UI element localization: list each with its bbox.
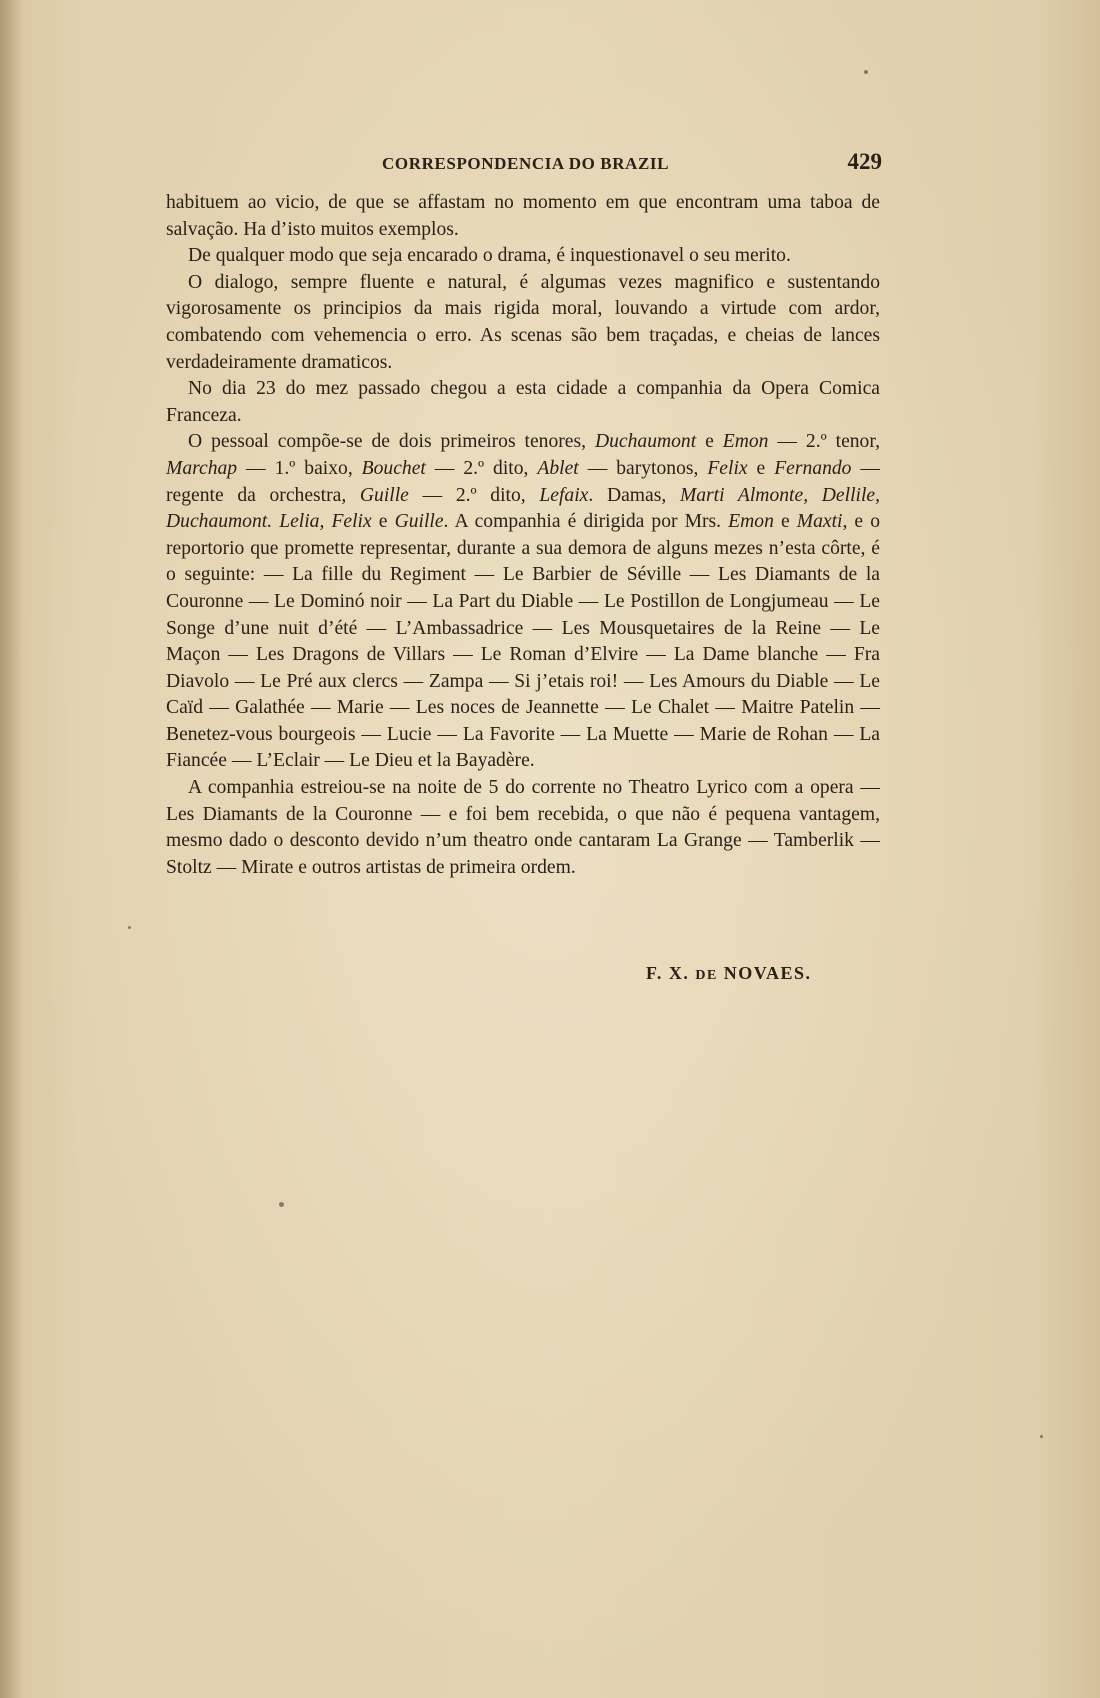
p5-name: Bouchet xyxy=(361,457,426,479)
page-number: 429 xyxy=(847,149,882,174)
p5-text: — 2.º tenor, xyxy=(768,431,880,453)
paragraph-1: habituem ao vicio, de que se affastam no momento em que encontram uma taboa de salvação. Ha d’isto muitos exemplos. xyxy=(166,192,880,240)
paragraph-2: De qualquer modo que seja encarado o drama, é inquestionavel o seu merito. xyxy=(188,245,791,267)
paragraph-4: No dia 23 do mez passado chegou a esta cidade a companhia da Opera Comica Franceza. xyxy=(166,378,880,426)
p5-name: Guille xyxy=(359,484,409,506)
p5-text: O pessoal compõe-se de dois primeiros tenores, xyxy=(188,431,595,453)
signature-particle: DE xyxy=(695,968,718,983)
p5-name: Ablet xyxy=(537,457,579,479)
author-signature xyxy=(646,963,812,984)
p5-name: Emon xyxy=(722,431,769,453)
p5-text: — 2.º dito, xyxy=(408,484,540,506)
paper-speck xyxy=(864,70,868,74)
paragraph-6: A companhia estreiou-se na noite de 5 do corrente no Theatro Lyrico com a opera — Les Diamants de la Couronne — e foi bem recebida, o que não é pequena vantagem, mesmo dado o desconto devido n’um theatro onde cantaram La Grange — Tamberlik — Stoltz — Mirate e outros artistas de primeira ordem. xyxy=(166,777,880,878)
p5-text: e xyxy=(371,511,395,533)
p5-name: Felix xyxy=(707,457,748,479)
paper-speck xyxy=(128,926,131,929)
p5-text: e xyxy=(696,431,723,453)
p5-name: Maxti xyxy=(796,511,843,533)
p5-name: Duchaumont xyxy=(594,431,697,453)
p5-text: e xyxy=(773,511,797,533)
p5-text: — 1.º baixo, xyxy=(237,457,362,479)
p5-name: Lefaix xyxy=(539,484,589,506)
p5-name: Marti Almonte, Dellile, Duchaumont. Lelia, Felix xyxy=(166,484,880,533)
body-text xyxy=(166,190,880,881)
paragraph-3: O dialogo, sempre fluente e natural, é algumas vezes magnifico e sustentando vigorosamente os principios da mais rigida moral, louvando a virtude com ardor, combatendo com vehemencia o erro. As scenas são bem traçadas, e cheias de lances verdadeiramente dramaticos. xyxy=(166,271,880,373)
p5-text: — regente da orchestra, xyxy=(166,457,881,506)
p5-name: Guille xyxy=(394,511,444,533)
p5-text: — barytonos, xyxy=(578,457,708,479)
page-edge-shadow xyxy=(0,0,22,1698)
p5-name: Emon xyxy=(728,511,774,533)
signature-initials: F. X. xyxy=(646,963,696,983)
p5-name: Marchap xyxy=(166,457,238,479)
p5-text: , e o reportorio que promette representar, durante a sua demora de alguns mezes n’esta côrte, é o seguinte: — La fille du Regiment — Le Barbier de Séville — Les Diamants de la Couronne — Le Dominó noir — La Part du Diable — Le Postillon de Longjumeau — Le Songe d’une nuit d’été — L’Ambassadrice — Les Mousquetaires de la Reine — Le Maçon — Les Dragons de Villars — Le Roman d’Elvire — La Dame blanche — Fra Diavolo — Le Pré aux clercs — Zampa — Si j’etais roi! — Les Amours du Diable — Le Caïd — Galathée — Marie — Les noces de Jeannette — Le Chalet — Maitre Patelin — Benetez-vous bourgeois — Lucie — La Favorite — La Muette — Marie de Rohan — La Fiancée — L’Eclair — Le Dieu et la Bayadère. xyxy=(166,511,880,772)
paper-speck xyxy=(279,1202,284,1207)
paragraph-5 xyxy=(166,429,880,775)
signature-surname: NOVAES. xyxy=(717,963,812,983)
p5-name: Fernando xyxy=(774,457,852,479)
p5-text: e xyxy=(747,457,775,479)
p5-text: — 2.º dito, xyxy=(425,457,538,479)
p5-text: . A companhia é dirigida por Mrs. xyxy=(443,511,729,533)
running-header xyxy=(166,149,882,182)
paper-speck xyxy=(1040,1435,1043,1438)
running-title: CORRESPONDENCIA DO BRAZIL xyxy=(382,154,670,173)
p5-text: . Damas, xyxy=(588,484,680,506)
